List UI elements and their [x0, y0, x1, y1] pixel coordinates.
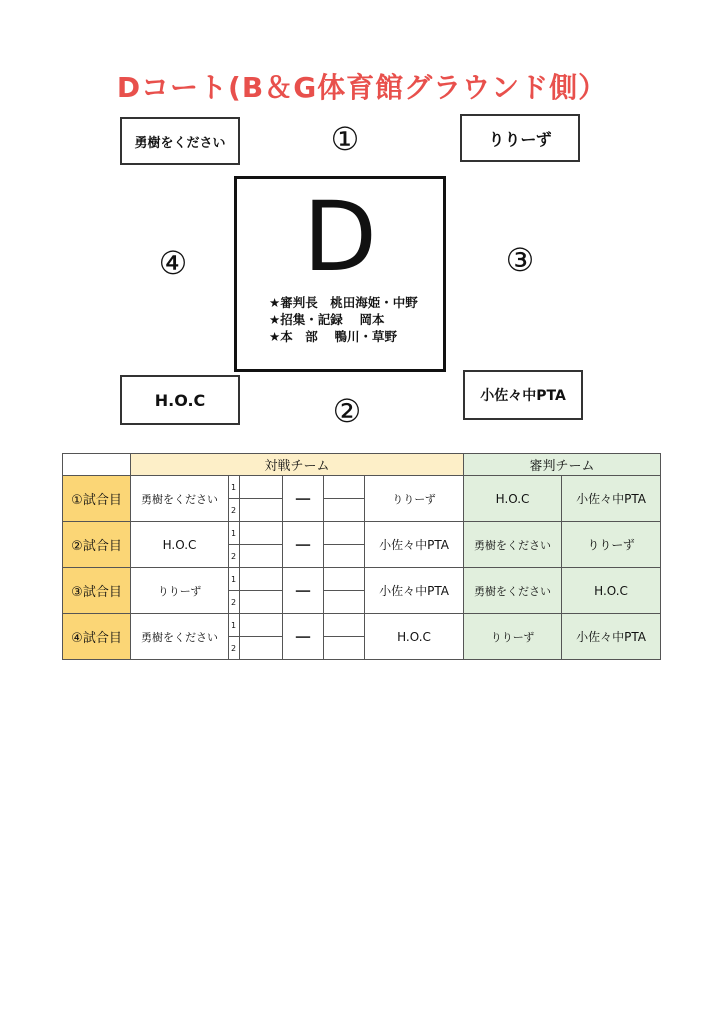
team-a: H.O.C — [131, 522, 229, 568]
position-marker-4: ④ — [158, 244, 188, 282]
set-number: 1 — [229, 568, 240, 591]
referee-2: 小佐々中PTA — [562, 614, 661, 660]
header-referee-teams: 審判チーム — [464, 454, 661, 476]
set-number: 2 — [229, 545, 240, 568]
team-b: りりーず — [365, 476, 464, 522]
header-match-teams: 対戦チーム — [131, 454, 464, 476]
game-label: ②試合目 — [63, 522, 131, 568]
set-number: 2 — [229, 637, 240, 660]
team-box-top-left — [120, 117, 240, 165]
score-cell — [324, 499, 365, 522]
referee-1: 勇樹をください — [464, 568, 562, 614]
referee-chief: ★審判長 桃田海姫・中野 — [269, 295, 418, 310]
set-number: 2 — [229, 591, 240, 614]
score-cell — [240, 568, 283, 591]
table-row — [63, 614, 661, 637]
team-b: H.O.C — [365, 614, 464, 660]
score-dash: － — [283, 476, 324, 522]
set-number: 1 — [229, 614, 240, 637]
team-b: 小佐々中PTA — [365, 568, 464, 614]
referee-1: 勇樹をください — [464, 522, 562, 568]
team-a: 勇樹をください — [131, 476, 229, 522]
score-cell — [324, 591, 365, 614]
score-cell — [240, 637, 283, 660]
team-box-bottom-left — [120, 375, 240, 425]
referee-2: H.O.C — [562, 568, 661, 614]
position-marker-2: ② — [332, 392, 362, 430]
team-box-top-right — [460, 114, 580, 162]
set-number: 1 — [229, 476, 240, 499]
score-cell — [240, 614, 283, 637]
set-number: 1 — [229, 522, 240, 545]
team-name: 勇樹をください — [134, 135, 226, 151]
table-row — [63, 476, 661, 499]
referee-1: りりーず — [464, 614, 562, 660]
team-b: 小佐々中PTA — [365, 522, 464, 568]
score-cell — [324, 568, 365, 591]
court-diagram — [234, 176, 446, 372]
table-row — [63, 568, 661, 591]
score-cell — [324, 545, 365, 568]
headquarters: ★本 部 鴨川・草野 — [269, 329, 398, 344]
score-dash: － — [283, 522, 324, 568]
game-label: ③試合目 — [63, 568, 131, 614]
team-name: りりーず — [488, 129, 552, 149]
court-staff-info — [269, 294, 418, 345]
game-label: ①試合目 — [63, 476, 131, 522]
header-empty — [63, 454, 131, 476]
position-marker-1: ① — [330, 120, 360, 158]
team-name: H.O.C — [154, 390, 206, 410]
referee-2: 小佐々中PTA — [562, 476, 661, 522]
score-cell — [324, 614, 365, 637]
game-label: ④試合目 — [63, 614, 131, 660]
score-cell — [240, 499, 283, 522]
court-letter: D — [303, 181, 377, 293]
score-cell — [240, 476, 283, 499]
team-a: りりーず — [131, 568, 229, 614]
table-row — [63, 522, 661, 545]
schedule-table — [62, 453, 661, 660]
score-cell — [240, 545, 283, 568]
recorder: ★招集・記録 岡本 — [269, 312, 385, 327]
score-dash: － — [283, 614, 324, 660]
score-cell — [324, 476, 365, 499]
score-dash: － — [283, 568, 324, 614]
page-title: Dコート(B＆G体育館グラウンド側） — [116, 71, 608, 104]
table-header-row — [63, 454, 661, 476]
score-cell — [324, 637, 365, 660]
score-cell — [240, 591, 283, 614]
team-name: 小佐々中PTA — [480, 388, 566, 404]
score-cell — [324, 522, 365, 545]
set-number: 2 — [229, 499, 240, 522]
team-box-bottom-right — [463, 370, 583, 420]
score-cell — [240, 522, 283, 545]
referee-2: りりーず — [562, 522, 661, 568]
position-marker-3: ③ — [505, 241, 535, 279]
referee-1: H.O.C — [464, 476, 562, 522]
team-a: 勇樹をください — [131, 614, 229, 660]
